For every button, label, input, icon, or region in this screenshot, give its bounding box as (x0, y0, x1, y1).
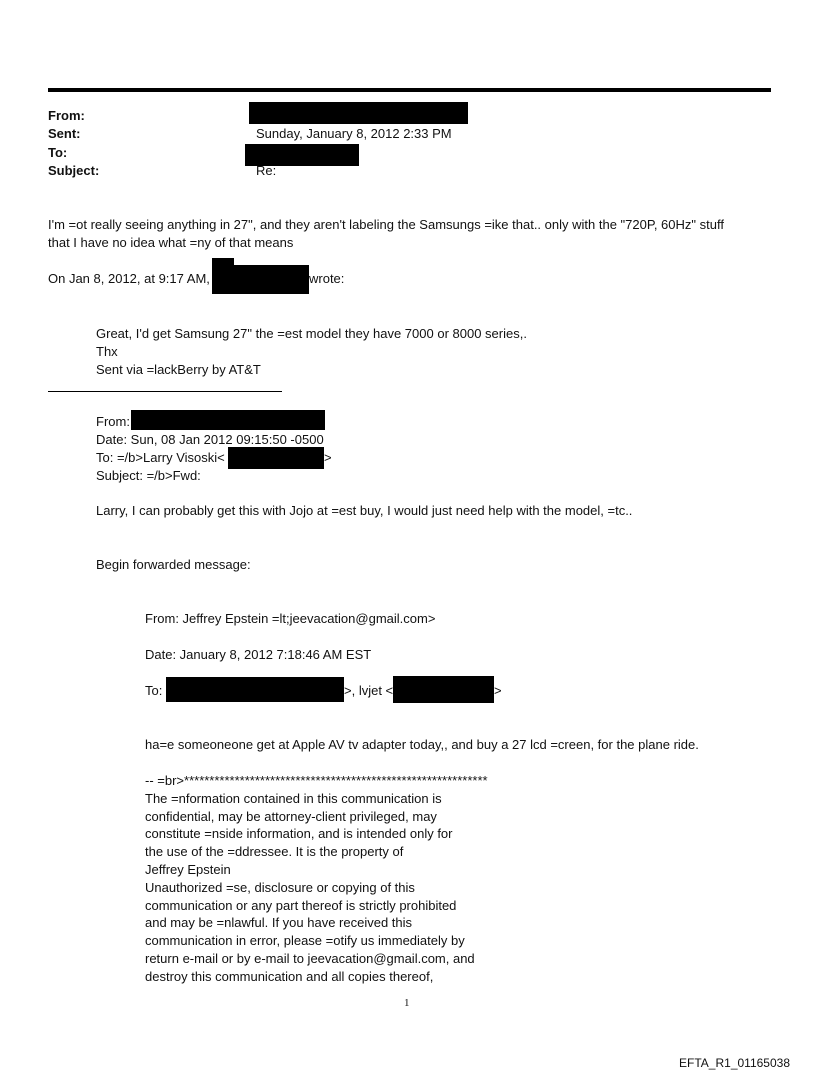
from-label: From: (48, 108, 85, 123)
from-redaction (249, 102, 468, 124)
disclaimer-line: the use of the =ddressee. It is the property of (145, 844, 404, 860)
reply-body (48, 216, 724, 252)
reply-line: I'm =ot really seeing anything in 27", and they aren't labeling the Samsungs =ike that.. only with the "720P, 60Hz" stuff (48, 217, 724, 232)
disclaimer-line: communication or any part thereof is strictly prohibited (145, 897, 457, 913)
document-id: EFTA_R1_01165038 (679, 1056, 790, 1070)
sender-redaction (224, 265, 309, 294)
fwd-from-redaction (131, 410, 325, 430)
disclaimer (145, 772, 488, 986)
quoted-line: Thx (96, 344, 118, 359)
sent-label: Sent: (48, 126, 81, 141)
fwd-date: Date: Sun, 08 Jan 2012 09:15:50 -0500 (96, 432, 324, 447)
larry-line: Larry, I can probably get this with Jojo at =est buy, I would just need help with the model, =tc.. (96, 503, 633, 518)
orig-to-redaction-2 (393, 676, 494, 703)
disclaimer-line: destroy this communication and all copies thereof, (145, 968, 434, 984)
orig-to-middle: >, lvjet < (344, 683, 394, 698)
orig-from: From: Jeffrey Epstein =lt;jeevacation@gmail.com> (145, 611, 436, 626)
page-number: 1 (404, 997, 410, 1009)
disclaimer-line: -- =br>************************************************************ (145, 773, 488, 788)
disclaimer-line: confidential, may be attorney-client privileged, may (145, 808, 437, 824)
quoted-line: Sent via =lackBerry by AT&T (96, 362, 261, 377)
orig-to-end: > (494, 683, 502, 698)
fwd-to-suffix: > (324, 450, 332, 465)
fwd-from-label: From: (96, 414, 130, 429)
disclaimer-line: Unauthorized =se, disclosure or copying of this (145, 879, 415, 895)
quoted-line: Great, I'd get Samsung 27" the =est model they have 7000 or 8000 series,. (96, 326, 527, 341)
orig-date: Date: January 8, 2012 7:18:46 AM EST (145, 647, 372, 662)
quoted-block (96, 325, 527, 379)
fwd-to-redaction (228, 447, 324, 469)
orig-to-redaction-1 (166, 677, 344, 702)
header-rule (48, 88, 771, 92)
orig-message: ha=e someoneone get at Apple AV tv adapter today,, and buy a 27 lcd =creen, for the plane ride. (145, 737, 699, 752)
fwd-to-prefix: To: =/b>Larry Visoski< (96, 450, 225, 465)
disclaimer-line: communication in error, please =otify us immediately by (145, 933, 465, 949)
subject-label: Subject: (48, 163, 100, 178)
disclaimer-line: constitute =nside information, and is intended only for (145, 826, 453, 842)
subject-value: Re: (256, 163, 277, 178)
disclaimer-line: return e-mail or by e-mail to jeevacation@gmail.com, and (145, 950, 475, 966)
quote-separator (48, 391, 282, 392)
orig-to-label: To: (145, 683, 163, 698)
disclaimer-line: The =nformation contained in this communication is (145, 790, 442, 806)
quote-intro-prefix: On Jan 8, 2012, at 9:17 AM, (48, 271, 210, 286)
reply-line: that I have no idea what =ny of that means (48, 235, 294, 250)
quote-intro-suffix: wrote: (309, 271, 345, 286)
disclaimer-line: and may be =nlawful. If you have received this (145, 915, 413, 931)
fwd-subject: Subject: =/b>Fwd: (96, 468, 201, 483)
disclaimer-line: Jeffrey Epstein (145, 861, 231, 877)
to-label: To: (48, 145, 68, 160)
sent-value: Sunday, January 8, 2012 2:33 PM (256, 126, 452, 141)
begin-forwarded: Begin forwarded message: (96, 557, 251, 572)
